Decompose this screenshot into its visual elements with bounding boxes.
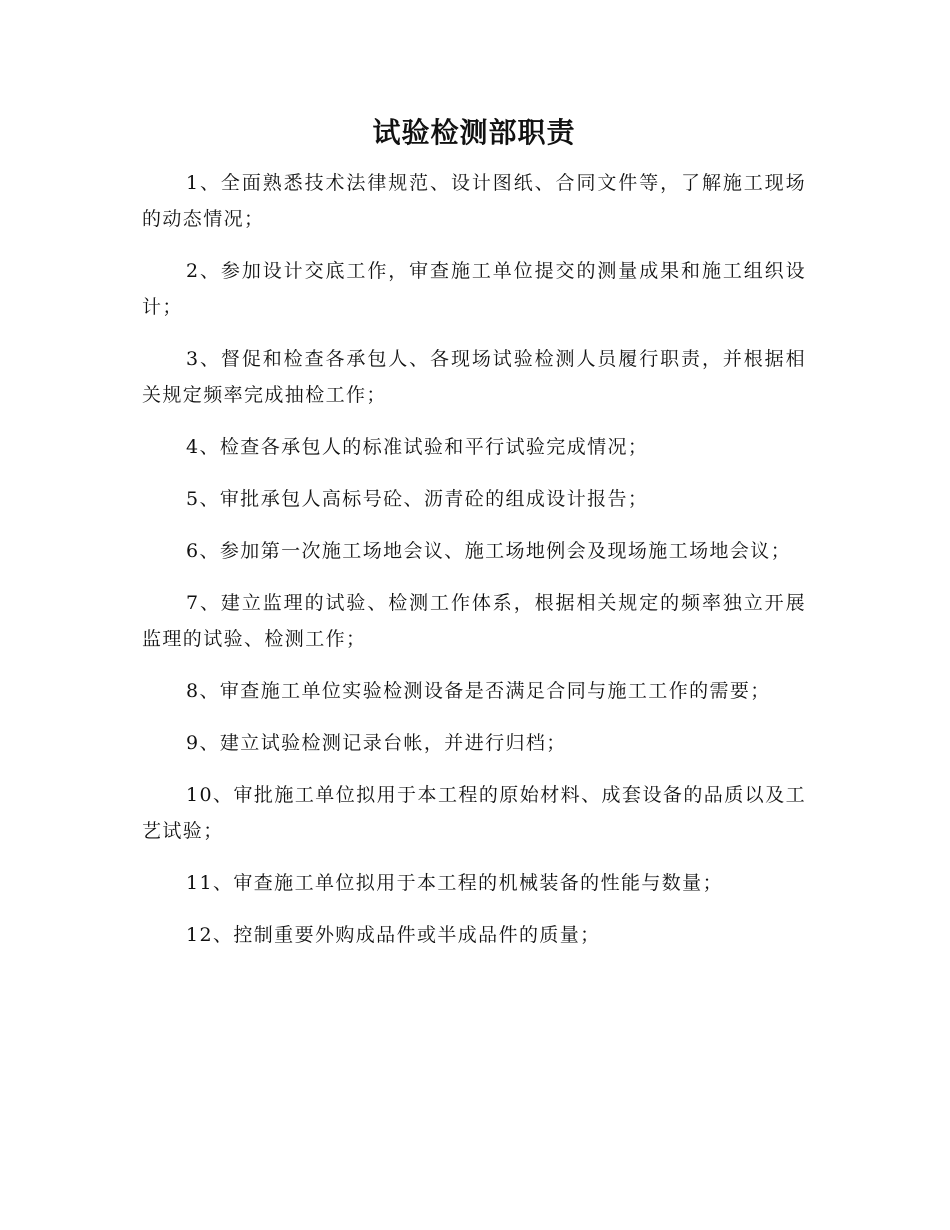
duty-item-7: 7、建立监理的试验、检测工作体系，根据相关规定的频率独立开展监理的试验、检测工作； [142,592,806,650]
duty-item-6: 6、参加第一次施工场地会议、施工场地例会及现场施工场地会议； [186,540,792,562]
duty-item-11: 11、审查施工单位拟用于本工程的机械装备的性能与数量； [186,872,723,894]
duty-item-3: 3、督促和检查各承包人、各现场试验检测人员履行职责，并根据相关规定频率完成抽检工作； [142,348,806,406]
duty-item-12: 12、控制重要外购成品件或半成品件的质量； [186,924,601,946]
duty-item-8: 8、审查施工单位实验检测设备是否满足合同与施工工作的需要； [186,680,771,702]
document-title: 试验检测部职责 [372,116,576,149]
duty-item-4: 4、检查各承包人的标准试验和平行试验完成情况； [186,436,649,458]
duty-list [142,165,806,969]
duty-item-5: 5、审批承包人高标号砼、沥青砼的组成设计报告； [186,488,649,510]
duty-item-2: 2、参加设计交底工作，审查施工单位提交的测量成果和施工组织设计； [142,260,806,318]
duty-item-10: 10、审批施工单位拟用于本工程的原始材料、成套设备的品质以及工艺试验； [142,784,806,842]
duty-item-9: 9、建立试验检测记录台帐，并进行归档； [186,732,567,754]
duty-item-1: 1、全面熟悉技术法律规范、设计图纸、合同文件等，了解施工现场的动态情况； [142,172,806,230]
